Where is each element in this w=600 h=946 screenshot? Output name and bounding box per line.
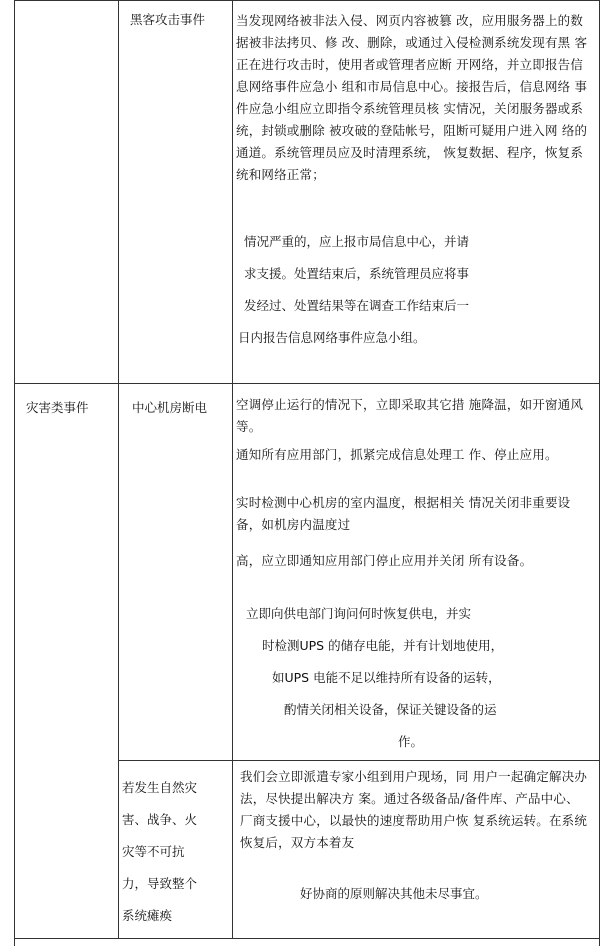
power-line-1: 立即向供电部门询问何时恢复供电，并实 bbox=[246, 606, 472, 621]
power-para-4: 高，应立即通知应用部门停止应用并关闭 所有设备。 bbox=[236, 553, 533, 568]
row-divider-hacker-disaster bbox=[14, 383, 600, 384]
hacker-extra-line-1: 情况严重的，应上报市局信息中心，并请 bbox=[244, 234, 470, 249]
event-label-power-outage: 中心机房断电 bbox=[132, 400, 208, 415]
event-natural-line-4: 力，导致整个 bbox=[122, 876, 198, 891]
col-divider-2 bbox=[232, 0, 233, 938]
category-label-disaster: 灾害类事件 bbox=[26, 400, 89, 415]
power-line-3: 如UPS 电能不足以维持所有设备的运转， bbox=[272, 670, 501, 685]
event-natural-line-2: 害、战争、火 bbox=[122, 812, 198, 827]
event-natural-line-5: 系统瘫痪 bbox=[122, 908, 173, 923]
hacker-extra-line-4: 日内报告信息网络事件应急小组。 bbox=[238, 330, 426, 345]
natural-last-line: 好协商的原则解决其他未尽事宜。 bbox=[300, 886, 488, 901]
table-border-bottom bbox=[14, 938, 600, 939]
row-divider-sub bbox=[118, 760, 600, 761]
power-line-4: 酌情关闭相关设备，保证关键设备的运 bbox=[284, 702, 497, 717]
table-border-top bbox=[14, 0, 600, 1]
power-line-5: 作。 bbox=[398, 734, 424, 749]
event-label-hacker: 黑客攻击事件 bbox=[130, 12, 206, 27]
event-natural-line-3: 灾等不可抗 bbox=[122, 844, 185, 859]
event-natural-line-1: 若发生自然灾 bbox=[122, 780, 198, 795]
hacker-extra-line-3: 发经过、处置结果等在调查工作结束后一 bbox=[244, 298, 470, 313]
power-para-1: 空调停止运行的情况下，立即采取其它措 施降温，如开窗通风等。 bbox=[236, 397, 584, 434]
power-line-2: 时检测UPS 的储存电能，并有计划地使用， bbox=[262, 638, 504, 653]
power-para-3: 实时检测中心机房的室内温度，根据相关 情况关闭非重要设备，如机房内温度过 bbox=[236, 495, 571, 532]
natural-response-text: 我们会立即派遣专家小组到用户现场，同 用户一起确定解决办法，尽快提出解决方 案。通过各级备品/备件库、产品中心、 厂商支援中心，以最快的速度帮助用户恢 复系统运转。在系统恢复后，双方本着友 bbox=[240, 769, 588, 850]
hacker-extra-line-2: 求支援。处置结束后，系统管理员应将事 bbox=[244, 266, 470, 281]
table-border-left bbox=[14, 0, 15, 946]
col-divider-1 bbox=[118, 0, 119, 938]
power-para-2: 通知所有应用部门，抓紧完成信息处理工 作、停止应用。 bbox=[236, 447, 558, 462]
hacker-response-text: 当发现网络被非法入侵、网页内容被篡 改，应用服务器上的数据被非法拷贝、修 改、删除，或通过入侵检测系统发现有黑 客正在进行攻击时，使用者或管理者应断 开网络，并立即报告信息网络事件应急小 组和市局信息中心。接报告后，信息网络 事件应急小组应立即指令系统管理员核 实情况，关闭服务器或系统，封锁或删除 被攻破的登陆帐号，阻断可疑用户进入网 络的通道。系统管理员应及时清理系统， 恢复数据、程序，恢复系统和网络正常； bbox=[236, 13, 588, 182]
